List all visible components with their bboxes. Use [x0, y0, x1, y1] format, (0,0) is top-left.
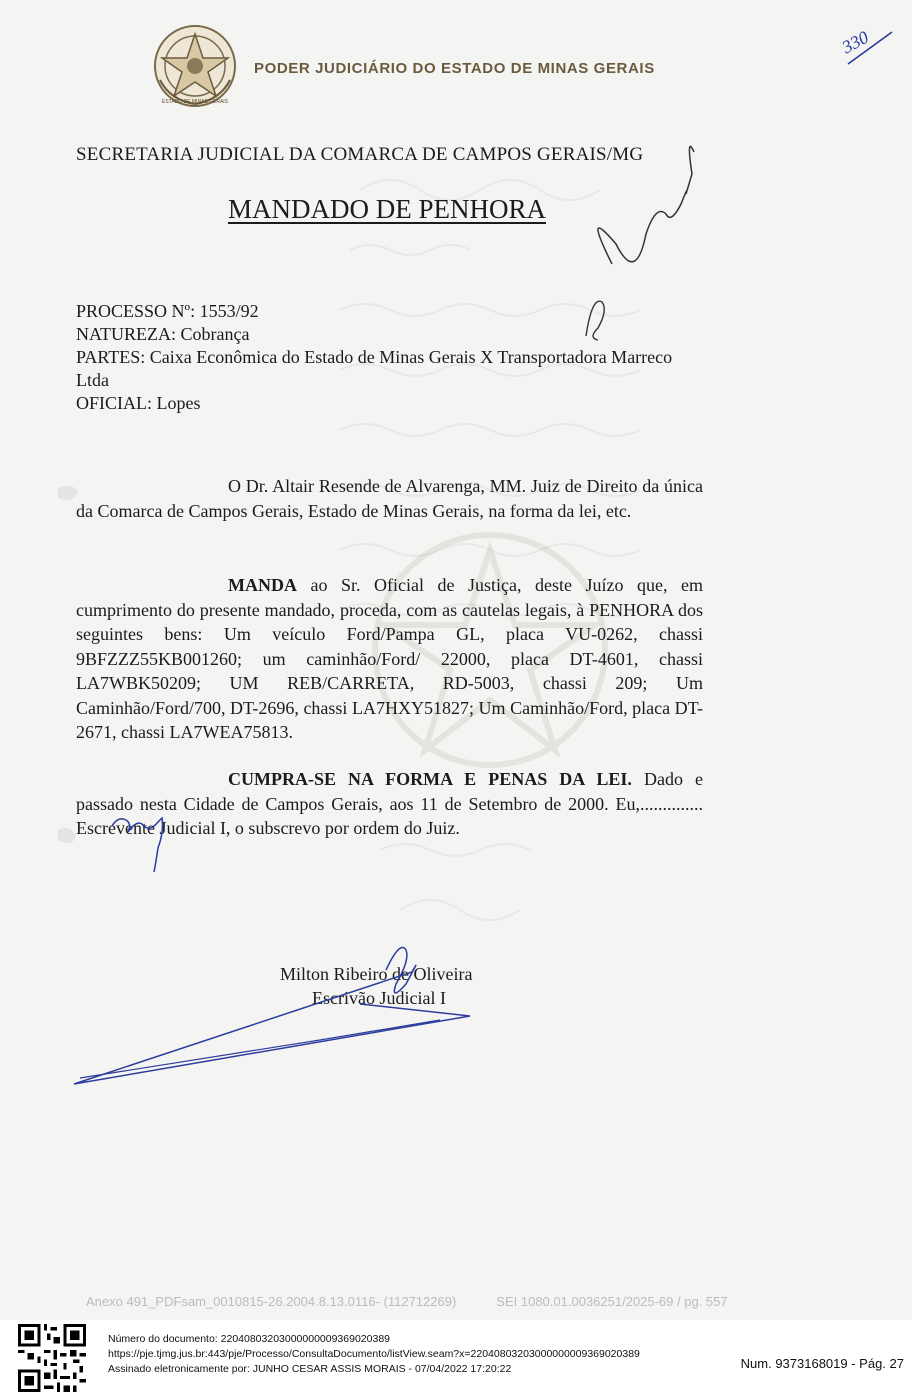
- partes-line: PARTES: Caixa Econômica do Estado de Minas Gerais X Transportadora Marreco Ltda: [76, 347, 673, 390]
- processo-line: PROCESSO Nº: 1553/92: [76, 301, 259, 321]
- oficial-line: OFICIAL: Lopes: [76, 393, 201, 413]
- closing-body: Dado e passado nesta Cidade de Campos Gerais, aos 11 de Setembro de 2000. Eu,.............. Escrevente Judicial I, o subscrevo por ordem do Juiz.: [76, 769, 703, 838]
- seal-text: ESTADO DE MINAS GERAIS: [161, 99, 229, 105]
- document-number: Número do documento: 22040803203000000009369020389: [108, 1333, 390, 1345]
- closing-lead: CUMPRA-SE NA FORMA E PENAS DA LEI.: [228, 769, 632, 789]
- signature-block: [280, 962, 540, 1010]
- case-metadata: [76, 300, 716, 415]
- order-body: ao Sr. Oficial de Justiça, deste Juízo que, em cumprimento do presente mandado, proceda, com as cautelas legais, à PENHORA dos seguintes bens: Um veículo Ford/Pampa GL, placa VU-0262, chassi 9BFZZZ55KB001260; um caminhão/Ford/ 22000, placa DT-4601, chassi LA7WBK50209; UM REB/CARRETA, RD-5003, chassi 209; Um Caminhão/Ford/700, DT-2696, chassi LA7HXY51827; Um Caminhão/Ford, placa DT- 2671, chassi LA7WEA75813.: [76, 575, 703, 742]
- sei-reference: SEI 1080.01.0036251/2025-69 / pg. 557: [496, 1294, 728, 1309]
- page-info: Num. 9373168019 - Pág. 27: [740, 1356, 904, 1371]
- state-seal-logo: [152, 24, 238, 108]
- order-lead: MANDA: [228, 575, 297, 595]
- signer-role: Escrivão Judicial I: [312, 988, 446, 1008]
- header-title: PODER JUDICIÁRIO DO ESTADO DE MINAS GERAIS: [254, 60, 655, 77]
- handwritten-page-number: 330: [838, 26, 872, 58]
- signed-by: Assinado eletronicamente por: JUNHO CESAR ASSIS MORAIS - 07/04/2022 17:20:22: [108, 1363, 512, 1375]
- document-title: MANDADO DE PENHORA: [228, 194, 547, 224]
- qr-code-icon[interactable]: [18, 1324, 86, 1392]
- natureza-line: NATUREZA: Cobrança: [76, 324, 250, 344]
- annex-stamp: [86, 1294, 728, 1309]
- footer-text: [108, 1332, 640, 1377]
- judge-paragraph: O Dr. Altair Resende de Alvarenga, MM. Juiz de Direito da única da Comarca de Campos Gerais, Estado de Minas Gerais, na forma da lei, etc.: [76, 476, 703, 521]
- order-paragraph: [76, 573, 703, 745]
- annex-reference: Anexo 491_PDFsam_0010815-26.2004.8.13.0116- (112712269): [86, 1294, 457, 1309]
- secretaria-heading: SECRETARIA JUDICIAL DA COMARCA DE CAMPOS GERAIS/MG: [76, 144, 644, 165]
- document-url[interactable]: https://pje.tjmg.jus.br:443/pje/Processo/ConsultaDocumento/listView.seam?x=22040803203000000009369020389: [108, 1348, 640, 1360]
- ink-blot-left: [58, 486, 78, 500]
- closing-paragraph: [76, 767, 703, 841]
- signer-name: Milton Ribeiro de Oliveira: [280, 964, 473, 984]
- ink-blot-left-2: [58, 828, 76, 843]
- electronic-signature-footer: [0, 1320, 912, 1400]
